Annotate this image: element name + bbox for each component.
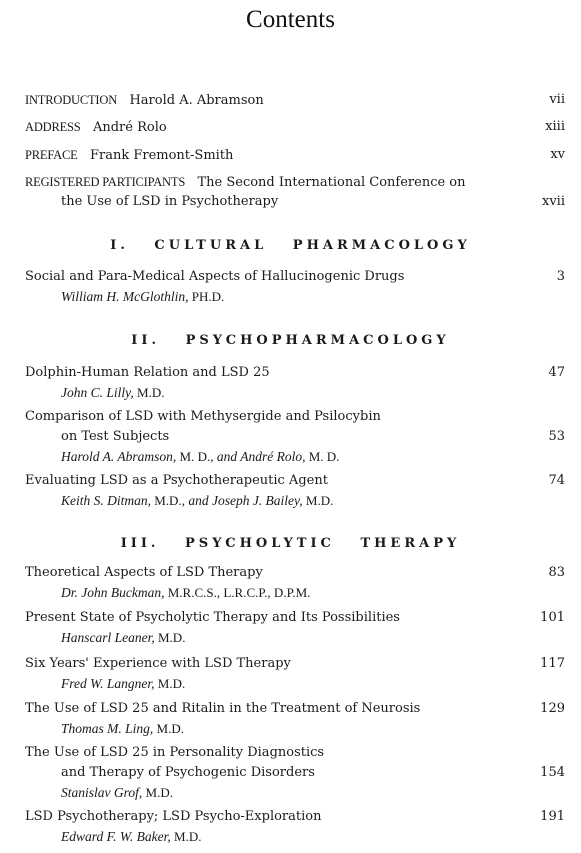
page-number: 117 [540, 656, 565, 671]
page-number: 47 [548, 365, 565, 380]
toc-entry[interactable] [25, 743, 565, 803]
toc-entry[interactable] [25, 407, 565, 467]
author-degree: M.D. [154, 676, 186, 691]
front-text: The Second International Conference on [197, 175, 466, 190]
author-name: Thomas M. Ling, [61, 721, 154, 736]
entry-author [25, 447, 565, 467]
toc-entry[interactable] [25, 471, 565, 511]
front-text-continued: the Use of LSD in Psychotherapy [61, 194, 279, 209]
entry-title: Present State of Psycholytic Therapy and Its Possibilities [25, 610, 400, 625]
author-name: William H. McGlothlin, [61, 289, 189, 304]
author-name: and André Rolo, [213, 449, 306, 464]
author-degree: M.D. [142, 785, 173, 800]
author-degree: M.D. [170, 829, 202, 844]
entry-title: The Use of LSD 25 in Personality Diagnostics [25, 745, 325, 760]
author-degree: M.D. [133, 385, 165, 400]
author-degree: M.R.C.S., L.R.C.P., D.P.M. [164, 585, 311, 600]
author-name: Stanislav Grof, [61, 785, 143, 800]
author-name: Harold A. Abramson, [61, 449, 177, 464]
front-label: PREFACE [25, 148, 78, 162]
author-degree: M. D. [305, 449, 340, 464]
entry-title: Dolphin-Human Relation and LSD 25 [25, 365, 270, 380]
author-degree: M.D., [151, 493, 185, 508]
author-name: Dr. John Buckman, [61, 585, 165, 600]
toc-entry[interactable] [25, 654, 565, 694]
author-name: Keith S. Ditman, [61, 493, 151, 508]
entry-author [25, 827, 565, 847]
front-entry-address[interactable] [25, 117, 565, 137]
front-entry-participants[interactable] [25, 172, 565, 212]
page-number: 101 [540, 610, 565, 625]
page-number: 154 [540, 765, 565, 780]
front-entry-introduction[interactable] [25, 90, 565, 110]
page-number: vii [549, 92, 565, 107]
author-name: Hanscarl Leaner, [61, 630, 155, 645]
author-degree: M.D. [154, 630, 186, 645]
author-name: Edward F. W. Baker, [61, 829, 171, 844]
entry-title: LSD Psychotherapy; LSD Psycho-Exploration [25, 809, 322, 824]
section-heading: I. CULTURAL PHARMACOLOGY [110, 238, 471, 253]
author-degree: M.D. [153, 721, 184, 736]
entry-title: Social and Para-Medical Aspects of Hallucinogenic Drugs [25, 269, 405, 284]
entry-author [25, 583, 565, 603]
author-name: Fred W. Langner, [61, 676, 155, 691]
page-number: 129 [540, 701, 565, 716]
author-name: John C. Lilly, [61, 385, 134, 400]
entry-author [25, 491, 565, 511]
page-number: 53 [548, 429, 565, 444]
toc-entry[interactable] [25, 363, 565, 403]
toc-entry[interactable] [25, 699, 565, 739]
toc-entry[interactable] [25, 563, 565, 603]
entry-title: Comparison of LSD with Methysergide and Psilocybin [25, 409, 381, 424]
entry-title: The Use of LSD 25 and Ritalin in the Treatment of Neurosis [25, 701, 421, 716]
page-number: 74 [548, 473, 565, 488]
entry-author [25, 719, 565, 739]
front-label: ADDRESS [25, 120, 81, 134]
front-text: Frank Fremont-Smith [89, 148, 234, 163]
page-number: xvii [542, 194, 565, 209]
entry-author [25, 783, 565, 803]
entry-title: Evaluating LSD as a Psychotherapeutic Agent [25, 473, 328, 488]
author-name: and Joseph J. Bailey, [184, 493, 303, 508]
front-entry-preface[interactable] [25, 145, 565, 165]
page-number: 83 [548, 565, 565, 580]
entry-author [25, 287, 565, 307]
page-number: xv [550, 147, 565, 162]
author-degree: M. D., [176, 449, 214, 464]
section-heading: II. PSYCHOPHARMACOLOGY [131, 333, 450, 348]
front-label: INTRODUCTION [25, 93, 118, 107]
entry-title: on Test Subjects [61, 429, 170, 444]
front-text: Harold A. Abramson [129, 93, 264, 108]
page-number: xiii [545, 119, 565, 134]
author-degree: PH.D. [188, 289, 225, 304]
section-heading: III. PSYCHOLYTIC THERAPY [120, 536, 461, 551]
toc-entry[interactable] [25, 608, 565, 648]
page-title: Contents [246, 6, 335, 33]
entry-author [25, 383, 565, 403]
entry-author [25, 628, 565, 648]
entry-author [25, 674, 565, 694]
entry-title: Six Years' Experience with LSD Therapy [25, 656, 291, 671]
toc-entry[interactable] [25, 807, 565, 847]
front-label: REGISTERED PARTICIPANTS [25, 175, 186, 189]
front-text: André Rolo [92, 120, 167, 135]
entry-title: and Therapy of Psychogenic Disorders [61, 765, 315, 780]
author-degree: M.D. [302, 493, 334, 508]
page-number: 3 [556, 269, 565, 284]
page-number: 191 [540, 809, 565, 824]
entry-title: Theoretical Aspects of LSD Therapy [25, 565, 263, 580]
toc-entry[interactable] [25, 267, 565, 307]
